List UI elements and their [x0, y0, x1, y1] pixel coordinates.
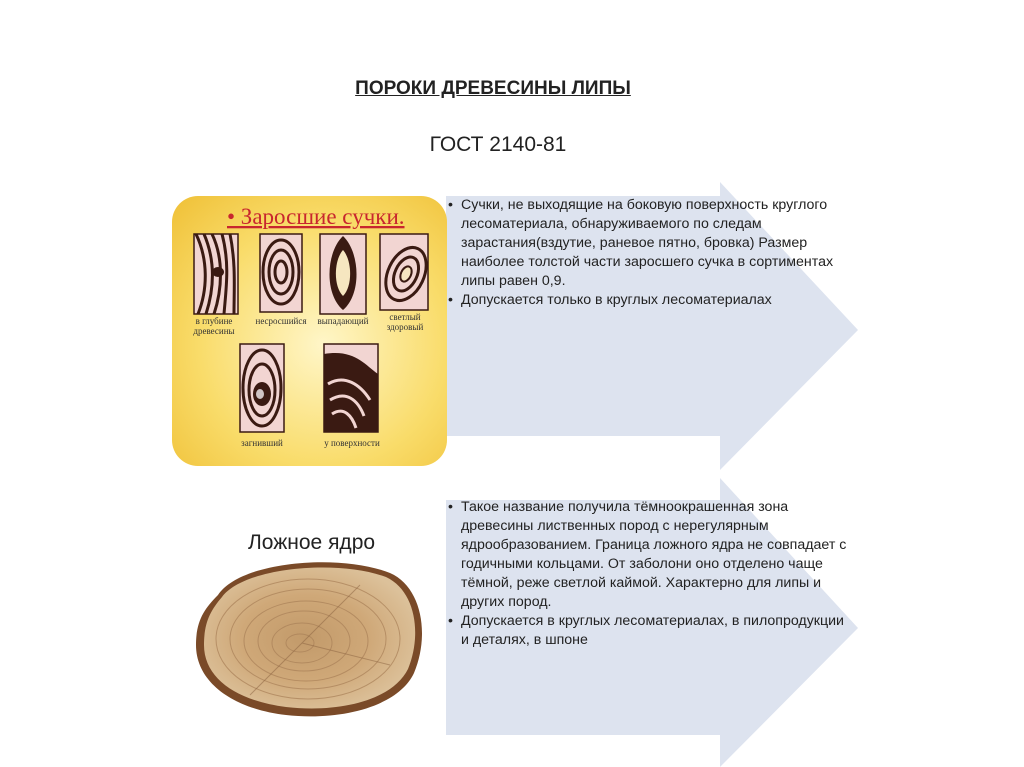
block2-bullets — [448, 498, 848, 650]
knot-label-deep-2: древесины — [193, 326, 235, 336]
block1-bullets — [448, 196, 848, 310]
knot-label-healthy-1: светлый — [389, 312, 421, 322]
knot-panel-rotten — [240, 344, 284, 432]
false-heartwood-heading: Ложное ядро — [248, 531, 376, 554]
false-heartwood-image — [190, 555, 430, 725]
knots-illustration — [172, 196, 447, 466]
knot-panel-falling — [320, 234, 366, 314]
block2-bullet-1: • Такое название получила тёмноокрашенная зона древесины лиственных пород с нерегулярным ядрообразованием. Граница ложного ядра не совпадает с годичными кольцами. От заболони оно отделено чаще тёмной, реже светлой каймой. Характерно для липы и других пород. — [448, 498, 848, 612]
block1-bullet-1: • Сучки, не выходящие на боковую поверхность круглого лесоматериала, обнаруживаемого по следам зарастания(вздутие, раневое пятно, бровка) Размер наиболее толстой части заросшего сучка в сортиментах липы равен 0,9. — [448, 196, 848, 291]
knot-panel-healthy — [378, 234, 434, 310]
slide-subtitle: ГОСТ 2140-81 — [429, 133, 567, 156]
block2-bullet-2: • Допускается в круглых лесоматериалах, в пилопродукции и деталях, в шпоне — [448, 612, 848, 650]
knots-heading: • Заросшие сучки. — [227, 204, 405, 229]
block1-bullet-2: • Допускается только в круглых лесоматериалах — [448, 291, 848, 310]
knot-label-healthy-2: здоровый — [386, 322, 424, 332]
knot-panel-unfused — [260, 234, 302, 312]
knot-panel-surface — [324, 344, 378, 432]
knot-panel-deep — [194, 234, 238, 314]
knot-label-deep-1: в глубине — [195, 316, 233, 326]
knot-label-rotten: загнивший — [241, 438, 283, 448]
knot-label-surface: у поверхности — [324, 438, 380, 448]
slide-title: ПОРОКИ ДРЕВЕСИНЫ ЛИПЫ — [355, 78, 631, 99]
knot-label-unfused: несросшийся — [255, 316, 307, 326]
knot-label-falling: выпадающий — [317, 316, 369, 326]
